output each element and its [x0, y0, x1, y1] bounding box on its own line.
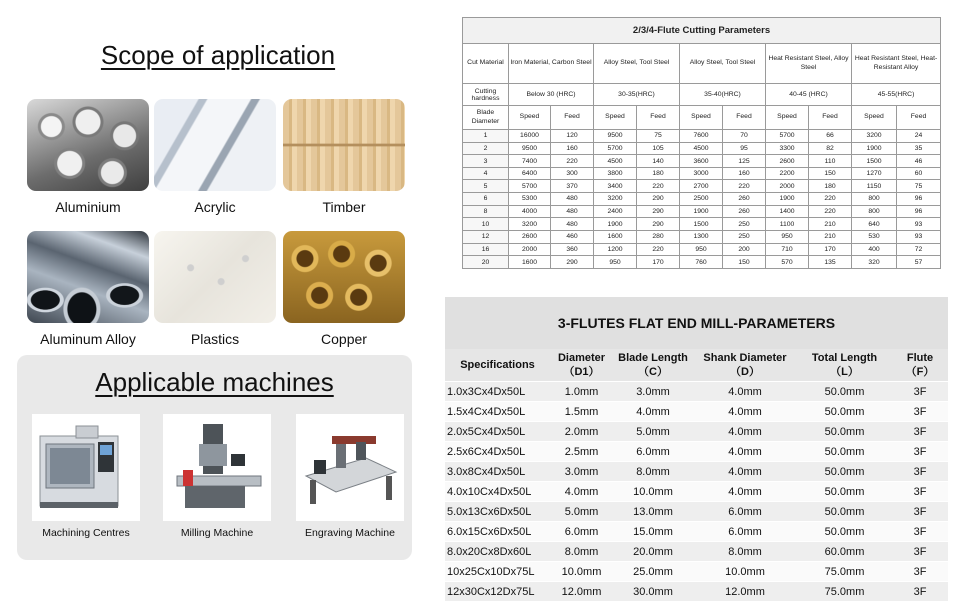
- feed-cell: 140: [637, 155, 680, 168]
- mill-header-line2: （C）: [638, 366, 668, 378]
- mill-header-cell: [613, 349, 693, 382]
- milling-machine-photo: [163, 414, 271, 521]
- cutting-table-row: [463, 167, 941, 180]
- diameter-cell: 4.0mm: [550, 482, 613, 502]
- diameter-cell: 3.0mm: [550, 462, 613, 482]
- hardness-cell: 35-40(HRC): [680, 84, 766, 106]
- cutting-table-row: [463, 155, 941, 168]
- speed-header: Speed: [852, 106, 897, 130]
- feed-cell: 260: [723, 193, 766, 206]
- spec-cell: 5.0x13Cx6Dx50L: [445, 502, 550, 522]
- feed-cell: 160: [723, 167, 766, 180]
- shank-diameter-cell: 4.0mm: [693, 402, 797, 422]
- speed-cell: 1500: [852, 155, 897, 168]
- feed-cell: 200: [723, 243, 766, 256]
- flute-cell: 3F: [892, 562, 948, 582]
- material-acrylic: [154, 99, 276, 215]
- speed-cell: 3400: [594, 180, 637, 193]
- speed-cell: 5300: [509, 193, 551, 206]
- feed-cell: 105: [637, 142, 680, 155]
- cutting-parameters-table: [462, 17, 941, 269]
- blade-length-cell: 5.0mm: [613, 422, 693, 442]
- feed-cell: 480: [551, 193, 594, 206]
- machine-engraving: [296, 414, 404, 539]
- feed-header: Feed: [723, 106, 766, 130]
- speed-cell: 950: [766, 230, 809, 243]
- mill-table-row: [445, 562, 948, 582]
- shank-diameter-cell: 4.0mm: [693, 442, 797, 462]
- feed-cell: 180: [809, 180, 852, 193]
- diameter-cell: 1.0mm: [550, 382, 613, 402]
- spec-cell: 8.0x20Cx8Dx60L: [445, 542, 550, 562]
- speed-cell: 1600: [509, 256, 551, 269]
- speed-cell: 1500: [680, 218, 723, 231]
- feed-header: Feed: [897, 106, 941, 130]
- speed-cell: 800: [852, 205, 897, 218]
- mill-table-body: [445, 382, 948, 601]
- cut-material-cell: Alloy Steel, Tool Steel: [594, 43, 680, 83]
- cutting-table-row: [463, 218, 941, 231]
- blade-length-cell: 13.0mm: [613, 502, 693, 522]
- mill-header-line1: Diameter: [558, 352, 605, 364]
- material-label: Aluminum Alloy: [27, 331, 149, 347]
- machine-machining-centre: [32, 414, 140, 539]
- feed-cell: 57: [897, 256, 941, 269]
- mill-header-line2: （L）: [830, 366, 859, 378]
- shank-diameter-cell: 6.0mm: [693, 522, 797, 542]
- speed-header: Speed: [766, 106, 809, 130]
- feed-cell: 110: [809, 155, 852, 168]
- speed-cell: 1100: [766, 218, 809, 231]
- spec-cell: 2.5x6Cx4Dx50L: [445, 442, 550, 462]
- speed-cell: 2500: [680, 193, 723, 206]
- mill-parameters-panel: [445, 297, 948, 589]
- feed-cell: 160: [551, 142, 594, 155]
- shank-diameter-cell: 4.0mm: [693, 482, 797, 502]
- speed-cell: 4500: [594, 155, 637, 168]
- feed-cell: 280: [637, 230, 680, 243]
- speed-cell: 5700: [594, 142, 637, 155]
- mill-header-cell: [797, 349, 892, 382]
- mill-table-row: [445, 522, 948, 542]
- cut-material-cell: Iron Material, Carbon Steel: [509, 43, 594, 83]
- feed-cell: 220: [637, 243, 680, 256]
- blade-diameter-cell: 6: [463, 193, 509, 206]
- mill-table-row: [445, 462, 948, 482]
- feed-cell: 70: [723, 129, 766, 142]
- feed-cell: 220: [809, 193, 852, 206]
- mill-table-row: [445, 442, 948, 462]
- scope-title-text: Scope of application: [101, 40, 335, 70]
- material-timber: [283, 99, 405, 215]
- hardness-cell: 45-55(HRC): [852, 84, 941, 106]
- feed-cell: 150: [809, 167, 852, 180]
- total-length-cell: 60.0mm: [797, 542, 892, 562]
- spec-cell: 3.0x8Cx4Dx50L: [445, 462, 550, 482]
- diameter-cell: 6.0mm: [550, 522, 613, 542]
- mill-header-cell: [550, 349, 613, 382]
- machines-title-text: Applicable machines: [95, 367, 333, 397]
- blade-diameter-cell: 10: [463, 218, 509, 231]
- speed-cell: 710: [766, 243, 809, 256]
- diameter-cell: 1.5mm: [550, 402, 613, 422]
- flute-cell: 3F: [892, 402, 948, 422]
- cutting-table-row: [463, 230, 941, 243]
- feed-cell: 125: [723, 155, 766, 168]
- material-aluminum-alloy: [27, 231, 149, 347]
- blade-length-cell: 30.0mm: [613, 582, 693, 601]
- speed-cell: 3800: [594, 167, 637, 180]
- engraving-machine-photo: [296, 414, 404, 521]
- mill-table-row: [445, 422, 948, 442]
- feed-cell: 300: [551, 167, 594, 180]
- feed-cell: 480: [551, 205, 594, 218]
- feed-cell: 290: [637, 218, 680, 231]
- feed-cell: 480: [551, 218, 594, 231]
- mill-header-cell: [445, 349, 550, 382]
- speed-cell: 3200: [509, 218, 551, 231]
- flute-cell: 3F: [892, 482, 948, 502]
- mill-table-row: [445, 482, 948, 502]
- mill-header-cell: [693, 349, 797, 382]
- feed-cell: 93: [897, 230, 941, 243]
- spec-cell: 2.0x5Cx4Dx50L: [445, 422, 550, 442]
- speed-cell: 640: [852, 218, 897, 231]
- shank-diameter-cell: 4.0mm: [693, 382, 797, 402]
- cutting-hardness-label: Cutting hardness: [463, 84, 509, 106]
- feed-cell: 24: [897, 129, 941, 142]
- shank-diameter-cell: 10.0mm: [693, 562, 797, 582]
- speed-cell: 4500: [680, 142, 723, 155]
- feed-cell: 120: [551, 129, 594, 142]
- mill-header-line1: Flute: [907, 352, 933, 364]
- speed-cell: 320: [852, 256, 897, 269]
- total-length-cell: 75.0mm: [797, 582, 892, 601]
- mill-header-line2: （F）: [906, 366, 935, 378]
- blade-length-cell: 6.0mm: [613, 442, 693, 462]
- blade-diameter-cell: 4: [463, 167, 509, 180]
- speed-cell: 1270: [852, 167, 897, 180]
- blade-length-cell: 4.0mm: [613, 402, 693, 422]
- feed-cell: 220: [551, 155, 594, 168]
- speed-cell: 1400: [766, 205, 809, 218]
- speed-cell: 3300: [766, 142, 809, 155]
- speed-cell: 3000: [680, 167, 723, 180]
- shank-diameter-cell: 12.0mm: [693, 582, 797, 601]
- spec-cell: 12x30Cx12Dx75L: [445, 582, 550, 601]
- total-length-cell: 75.0mm: [797, 562, 892, 582]
- blade-diameter-cell: 16: [463, 243, 509, 256]
- machines-panel: [17, 355, 412, 560]
- blade-length-cell: 25.0mm: [613, 562, 693, 582]
- mill-header-line1: Blade Length: [618, 352, 688, 364]
- machine-label: Engraving Machine: [296, 527, 404, 539]
- mill-header-line1: Total Length: [812, 352, 877, 364]
- cutting-table-row: [463, 205, 941, 218]
- spec-cell: 4.0x10Cx4Dx50L: [445, 482, 550, 502]
- shank-diameter-cell: 4.0mm: [693, 462, 797, 482]
- acrylic-photo: [154, 99, 276, 191]
- speed-cell: 1150: [852, 180, 897, 193]
- flute-cell: 3F: [892, 422, 948, 442]
- feed-cell: 75: [637, 129, 680, 142]
- feed-cell: 250: [723, 218, 766, 231]
- blade-length-cell: 3.0mm: [613, 382, 693, 402]
- shank-diameter-cell: 6.0mm: [693, 502, 797, 522]
- machine-label: Machining Centres: [32, 527, 140, 539]
- hardness-cell: 30-35(HRC): [594, 84, 680, 106]
- flute-cell: 3F: [892, 522, 948, 542]
- feed-cell: 66: [809, 129, 852, 142]
- material-plastics: [154, 231, 276, 347]
- cutting-table-row: [463, 256, 941, 269]
- total-length-cell: 50.0mm: [797, 422, 892, 442]
- total-length-cell: 50.0mm: [797, 462, 892, 482]
- flute-cell: 3F: [892, 382, 948, 402]
- total-length-cell: 50.0mm: [797, 482, 892, 502]
- speed-cell: 7600: [680, 129, 723, 142]
- feed-cell: 460: [551, 230, 594, 243]
- feed-cell: 360: [551, 243, 594, 256]
- machines-title: [17, 367, 412, 398]
- diameter-cell: 10.0mm: [550, 562, 613, 582]
- hardness-cell: Below 30 (HRC): [509, 84, 594, 106]
- flute-cell: 3F: [892, 542, 948, 562]
- scope-title: [18, 40, 418, 71]
- feed-cell: 82: [809, 142, 852, 155]
- blade-diameter-cell: 8: [463, 205, 509, 218]
- cutting-table-row: [463, 142, 941, 155]
- cut-material-cell: Alloy Steel, Tool Steel: [680, 43, 766, 83]
- spec-cell: 1.0x3Cx4Dx50L: [445, 382, 550, 402]
- feed-cell: 210: [809, 218, 852, 231]
- feed-cell: 220: [637, 180, 680, 193]
- feed-cell: 250: [723, 230, 766, 243]
- speed-cell: 2200: [766, 167, 809, 180]
- blade-diameter-cell: 5: [463, 180, 509, 193]
- feed-cell: 96: [897, 193, 941, 206]
- blade-length-cell: 20.0mm: [613, 542, 693, 562]
- flute-cell: 3F: [892, 582, 948, 601]
- feed-cell: 370: [551, 180, 594, 193]
- shank-diameter-cell: 8.0mm: [693, 542, 797, 562]
- cutting-table-row: [463, 243, 941, 256]
- mill-table-row: [445, 542, 948, 562]
- mill-table-row: [445, 402, 948, 422]
- speed-cell: 2700: [680, 180, 723, 193]
- mill-header-line1: Specifications: [460, 359, 535, 371]
- cutting-table-row: [463, 180, 941, 193]
- speed-cell: 16000: [509, 129, 551, 142]
- diameter-cell: 5.0mm: [550, 502, 613, 522]
- flute-cell: 3F: [892, 442, 948, 462]
- feed-cell: 220: [723, 180, 766, 193]
- diameter-cell: 2.5mm: [550, 442, 613, 462]
- feed-header: Feed: [809, 106, 852, 130]
- feed-header: Feed: [637, 106, 680, 130]
- mill-parameters-table: [445, 349, 948, 601]
- speed-cell: 570: [766, 256, 809, 269]
- feed-header: Feed: [551, 106, 594, 130]
- mill-table-title: 3-FLUTES FLAT END MILL-PARAMETERS: [445, 297, 948, 349]
- machine-label: Milling Machine: [163, 527, 271, 539]
- feed-cell: 290: [637, 193, 680, 206]
- feed-cell: 170: [637, 256, 680, 269]
- speed-cell: 1600: [594, 230, 637, 243]
- speed-cell: 1900: [594, 218, 637, 231]
- feed-cell: 72: [897, 243, 941, 256]
- material-aluminium: [27, 99, 149, 215]
- spec-cell: 1.5x4Cx4Dx50L: [445, 402, 550, 422]
- feed-cell: 150: [723, 256, 766, 269]
- blade-length-cell: 8.0mm: [613, 462, 693, 482]
- speed-cell: 950: [680, 243, 723, 256]
- blade-diameter-cell: 20: [463, 256, 509, 269]
- speed-cell: 1900: [766, 193, 809, 206]
- speed-cell: 2600: [766, 155, 809, 168]
- feed-cell: 95: [723, 142, 766, 155]
- mill-header-line1: Shank Diameter: [703, 352, 786, 364]
- material-label: Timber: [283, 199, 405, 215]
- speed-cell: 1900: [680, 205, 723, 218]
- cutting-table-row: [463, 129, 941, 142]
- material-label: Aluminium: [27, 199, 149, 215]
- speed-cell: 1900: [852, 142, 897, 155]
- blade-length-cell: 10.0mm: [613, 482, 693, 502]
- speed-header: Speed: [594, 106, 637, 130]
- feed-cell: 290: [551, 256, 594, 269]
- diameter-cell: 2.0mm: [550, 422, 613, 442]
- speed-cell: 9500: [509, 142, 551, 155]
- speed-cell: 1300: [680, 230, 723, 243]
- speed-cell: 7400: [509, 155, 551, 168]
- blade-diameter-cell: 3: [463, 155, 509, 168]
- speed-cell: 5700: [509, 180, 551, 193]
- shank-diameter-cell: 4.0mm: [693, 422, 797, 442]
- mill-header-line2: （D）: [730, 366, 760, 378]
- mill-table-row: [445, 582, 948, 601]
- cutting-table-row: [463, 193, 941, 206]
- plastics-photo: [154, 231, 276, 323]
- total-length-cell: 50.0mm: [797, 402, 892, 422]
- diameter-cell: 12.0mm: [550, 582, 613, 601]
- mill-table-row: [445, 382, 948, 402]
- feed-cell: 220: [809, 205, 852, 218]
- speed-header: Speed: [680, 106, 723, 130]
- copper-photo: [283, 231, 405, 323]
- material-copper: [283, 231, 405, 347]
- blade-diameter-cell: 1: [463, 129, 509, 142]
- speed-cell: 1200: [594, 243, 637, 256]
- feed-cell: 135: [809, 256, 852, 269]
- feed-cell: 75: [897, 180, 941, 193]
- cutting-table-body: [463, 129, 941, 268]
- aluminium-photo: [27, 99, 149, 191]
- speed-cell: 760: [680, 256, 723, 269]
- machine-milling: [163, 414, 271, 539]
- speed-cell: 2000: [509, 243, 551, 256]
- cut-material-label: Cut Material: [463, 43, 509, 83]
- speed-cell: 950: [594, 256, 637, 269]
- speed-cell: 2000: [766, 180, 809, 193]
- speed-cell: 400: [852, 243, 897, 256]
- feed-cell: 170: [809, 243, 852, 256]
- mill-table-row: [445, 502, 948, 522]
- speed-cell: 5700: [766, 129, 809, 142]
- material-label: Copper: [283, 331, 405, 347]
- machining-centre-photo: [32, 414, 140, 521]
- speed-cell: 9500: [594, 129, 637, 142]
- spec-cell: 10x25Cx10Dx75L: [445, 562, 550, 582]
- feed-cell: 180: [637, 167, 680, 180]
- material-label: Plastics: [154, 331, 276, 347]
- aluminum-alloy-photo: [27, 231, 149, 323]
- flute-cell: 3F: [892, 502, 948, 522]
- blade-diameter-cell: 12: [463, 230, 509, 243]
- flute-cell: 3F: [892, 462, 948, 482]
- feed-cell: 290: [637, 205, 680, 218]
- speed-cell: 4000: [509, 205, 551, 218]
- speed-cell: 3200: [594, 193, 637, 206]
- total-length-cell: 50.0mm: [797, 502, 892, 522]
- speed-cell: 2400: [594, 205, 637, 218]
- speed-cell: 3600: [680, 155, 723, 168]
- cutting-table-title: 2/3/4-Flute Cutting Parameters: [463, 18, 941, 44]
- speed-header: Speed: [509, 106, 551, 130]
- speed-cell: 800: [852, 193, 897, 206]
- feed-cell: 96: [897, 205, 941, 218]
- speed-cell: 2600: [509, 230, 551, 243]
- feed-cell: 210: [809, 230, 852, 243]
- mill-header-line2: （D1）: [563, 366, 599, 378]
- speed-cell: 530: [852, 230, 897, 243]
- diameter-cell: 8.0mm: [550, 542, 613, 562]
- hardness-cell: 40-45 (HRC): [766, 84, 852, 106]
- total-length-cell: 50.0mm: [797, 522, 892, 542]
- material-label: Acrylic: [154, 199, 276, 215]
- speed-cell: 3200: [852, 129, 897, 142]
- speed-cell: 6400: [509, 167, 551, 180]
- blade-diameter-label: Blade Diameter: [463, 106, 509, 130]
- total-length-cell: 50.0mm: [797, 442, 892, 462]
- feed-cell: 260: [723, 205, 766, 218]
- total-length-cell: 50.0mm: [797, 382, 892, 402]
- blade-length-cell: 15.0mm: [613, 522, 693, 542]
- feed-cell: 93: [897, 218, 941, 231]
- feed-cell: 60: [897, 167, 941, 180]
- mill-header-cell: [892, 349, 948, 382]
- mill-header-row: [445, 349, 948, 382]
- cut-material-cell: Heat Resistant Steel, Heat-Resistant Alloy: [852, 43, 941, 83]
- spec-cell: 6.0x15Cx6Dx50L: [445, 522, 550, 542]
- blade-diameter-cell: 2: [463, 142, 509, 155]
- cut-material-cell: Heat Resistant Steel, Alloy Steel: [766, 43, 852, 83]
- timber-photo: [283, 99, 405, 191]
- feed-cell: 46: [897, 155, 941, 168]
- feed-cell: 35: [897, 142, 941, 155]
